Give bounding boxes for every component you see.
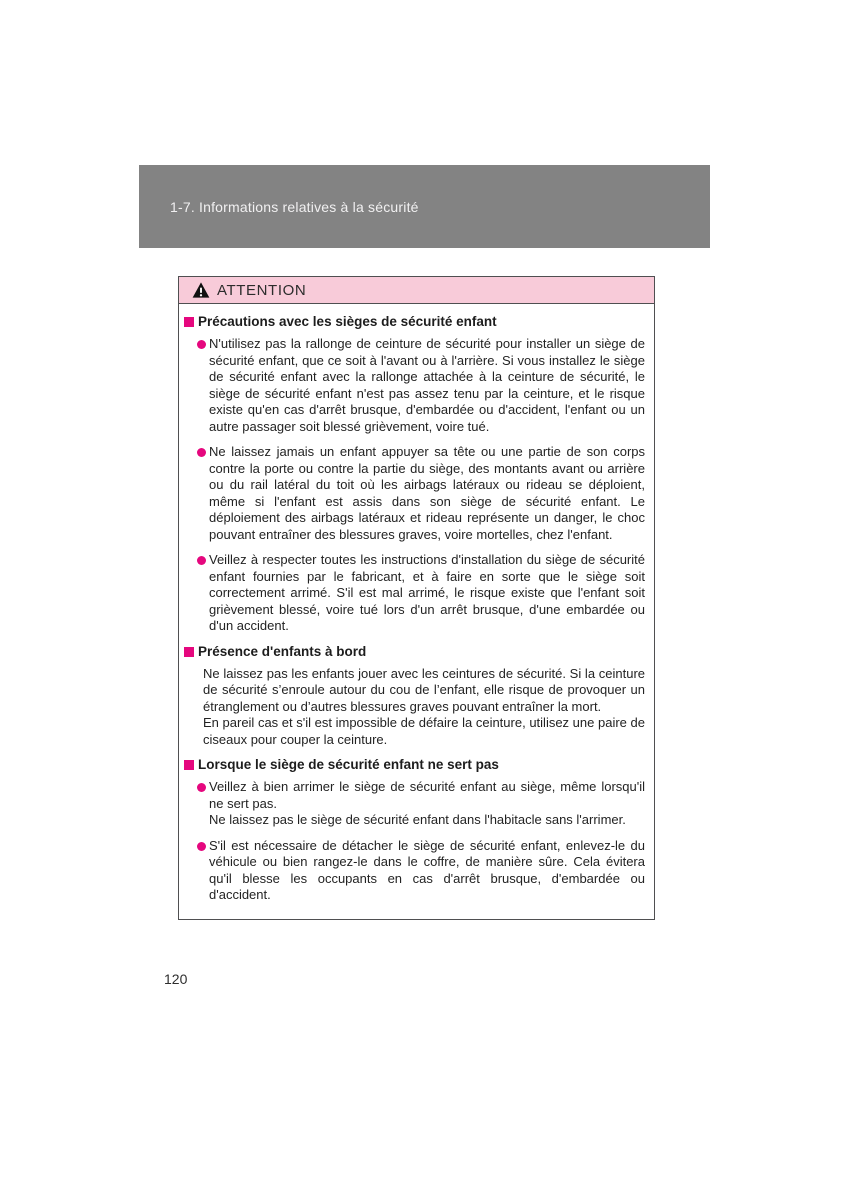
item-paragraph: Veillez à bien arrimer le siège de sécurité enfant au siège, même lorsqu'il ne sert pas. (209, 779, 645, 811)
item-text (209, 779, 645, 829)
section-heading-text: Lorsque le siège de sécurité enfant ne sert pas (198, 757, 499, 772)
warning-triangle-icon (192, 282, 210, 298)
bullet-item (197, 779, 645, 829)
bullet-item (197, 552, 645, 635)
section-square-icon (184, 760, 194, 770)
bullet-dot-icon (197, 556, 206, 565)
warning-box-content (179, 304, 654, 904)
bullet-item (197, 444, 645, 543)
section-heading-text: Précautions avec les sièges de sécurité enfant (198, 314, 497, 329)
bullet-dot-icon (197, 842, 206, 851)
bullet-item (197, 838, 645, 904)
bullet-item (197, 336, 645, 435)
section-heading-text: Présence d'enfants à bord (198, 643, 367, 659)
bullet-dot-icon (197, 783, 206, 792)
section-heading (184, 644, 645, 660)
section-heading (184, 757, 645, 773)
item-paragraph: S'il est nécessaire de détacher le siège de sécurité enfant, enlevez-le du véhicule ou bien rangez-le dans le coffre, de manière sûre. Cela évitera qu'il blesse les occupants en cas d'arrêt brusque, d'embardée ou d'accident. (209, 837, 645, 902)
item-paragraph: En pareil cas et s'il est impossible de défaire la ceinture, utilisez une paire de ciseaux pour couper la ceinture. (203, 715, 645, 747)
section-heading (184, 314, 645, 330)
item-text (203, 666, 645, 749)
item-text (209, 552, 645, 635)
bullet-dot-icon (197, 448, 206, 457)
item-text (209, 336, 645, 435)
chapter-header-band (139, 165, 710, 248)
section-square-icon (184, 647, 194, 657)
paragraph-item (203, 666, 645, 749)
item-paragraph: N'utilisez pas la rallonge de ceinture de sécurité pour installer un siège de sécurité enfant, que ce soit à l'avant ou à l'arrière. Si vous installez le siège de sécurité enfant avec la rallonge attachée à la ceinture de sécurité, le siège de sécurité enfant n'est pas assez tenu par la ceinture, et le risque existe qu'en cas d'arrêt brusque, d'embardée ou d'accident, l'enfant ou un autre passager soit blessé grièvement, voire tué. (209, 336, 645, 434)
page-number: 120 (164, 971, 188, 987)
item-paragraph: Veillez à respecter toutes les instructions d'installation du siège de sécurité enfant fournies par le fabricant, et à faire en sorte que le siège soit correctement arrimé. S'il est mal arrimé, le risque existe que l'enfant soit grièvement blessé, voire tué lors d'un arrêt brusque, d'une embardée ou d'un accident. (209, 552, 645, 633)
item-paragraph: Ne laissez jamais un enfant appuyer sa tête ou une partie de son corps contre la porte ou contre la partie du siège, des montants avant ou arrière ou du rail latéral du toit où les airbags latéraux ou rideau se déploient, même si l'enfant est assis dans son siège de sécurité enfant. Le déploiement des airbags latéraux et rideau représente un danger, le choc pouvant entraîner des blessures graves, voire mortelles, chez l'enfant. (209, 444, 645, 542)
warning-box-title: ATTENTION (217, 281, 307, 299)
item-text (209, 838, 645, 904)
item-paragraph: Ne laissez pas les enfants jouer avec les ceintures de sécurité. Si la ceinture de sécurité s’enroule autour du cou de l’enfant, elle risque de provoquer un étranglement ou d’autres blessures graves pouvant entraîner la mort. (203, 665, 645, 714)
item-paragraph: Ne laissez pas le siège de sécurité enfant dans l'habitacle sans l'arrimer. (209, 812, 626, 827)
chapter-title: 1-7. Informations relatives à la sécurité (170, 198, 419, 215)
warning-box-header (179, 277, 654, 304)
warning-box (178, 276, 655, 920)
section-square-icon (184, 317, 194, 327)
item-text (209, 444, 645, 543)
bullet-dot-icon (197, 340, 206, 349)
